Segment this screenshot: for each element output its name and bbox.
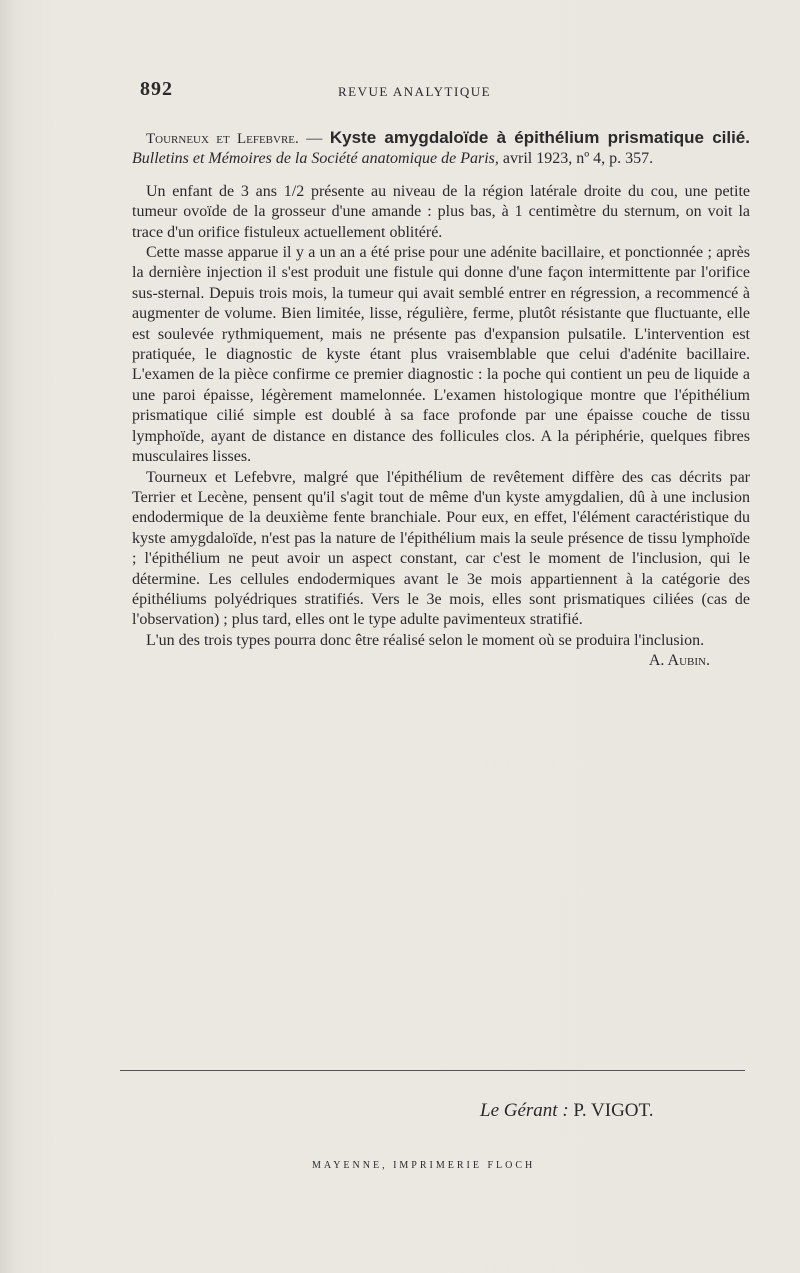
page-header bbox=[140, 78, 750, 104]
paragraph-3: Tourneux et Lefebvre, malgré que l'épithélium de revêtement diffère des cas décrits par Terrier et Lecène, pensent qu'il s'agit tout de même d'un kyste amygdalien, dû à une inclusion endodermique de la deuxième fente branchiale. Pour eux, en effet, l'élément caractéristique du kyste amygdaloïde, n'est pas la nature de l'épithélium mais la seule présence de tissu lymphoïde ; l'épithélium ne peut avoir un aspect constant, car c'est le moment de l'inclusion, qui le détermine. Les cellules endodermiques avant le 3e mois appartiennent à la catégorie des épithéliums polyédriques stratifiés. Vers le 3e mois, elles sont prismatiques ciliées (cas de l'observation) ; plus tard, elles ont le type adulte pavimenteux stratifié. bbox=[132, 468, 750, 629]
paragraph-2: Cette masse apparue il y a un an a été prise pour une adénite bacillaire, et ponctionnée ; après la dernière injection il s'est produit une fistule qui donne d'une façon intermittente par l'orifice sus-sternal. Depuis trois mois, la tumeur qui avait semblé entrer en régression, a recommencé à augmenter de volume. Bien limitée, lisse, régulière, ferme, plutôt résistante que fluctuante, elle est soulevée rythmiquement, mais ne présente pas d'expansion pulsatile. L'intervention est pratiquée, le diagnostic de kyste étant plus vraisemblable que celui d'adénite bacillaire. L'examen de la pièce confirme ce premier diagnostic : la poche qui contient un peu de liquide a une paroi épaisse, légèrement mamelonnée. L'examen histologique montre que l'épithélium prismatique cilié simple est doublé à sa face profonde par une épaisse couche de tissu lymphoïde, ayant de distance en distance des follicules clos. A la périphérie, quelques fibres musculaires lisses. bbox=[132, 244, 750, 466]
paragraph-4 bbox=[132, 631, 750, 670]
gerant-label: Le Gérant : bbox=[480, 1100, 569, 1121]
article-citation bbox=[132, 128, 750, 170]
gerant-line bbox=[480, 1100, 653, 1122]
running-head: REVUE ANALYTIQUE bbox=[338, 84, 492, 99]
journal-name: Bulletins et Mémoires de la Société anatomique de Paris, bbox=[132, 150, 499, 168]
article-authors: Tourneux et Lefebvre. bbox=[146, 131, 299, 147]
footer-divider bbox=[120, 1070, 745, 1071]
citation-dash: — bbox=[298, 130, 330, 147]
page-number: 892 bbox=[140, 78, 173, 100]
article-signature: A. Aubin. bbox=[648, 652, 710, 670]
article bbox=[132, 128, 750, 672]
gerant-name: P. VIGOT. bbox=[573, 1100, 654, 1121]
citation-date: avril 1923, nº 4, p. 357. bbox=[498, 150, 654, 168]
paragraph-4-text: L'un des trois types pourra donc être réalisé selon le moment où se produira l'inclusion. bbox=[146, 631, 705, 649]
article-title: Kyste amygdaloïde à épithélium prismatique cilié. bbox=[329, 128, 750, 147]
printer-imprint: MAYENNE, IMPRIMERIE FLOCH bbox=[312, 1160, 536, 1171]
paragraph-1: Un enfant de 3 ans 1/2 présente au niveau de la région latérale droite du cou, une petite tumeur ovoïde de la grosseur d'une amande : plus bas, à 1 centimètre du sternum, on voit la trace d'un orifice fistuleux actuellement oblitéré. bbox=[132, 182, 750, 241]
